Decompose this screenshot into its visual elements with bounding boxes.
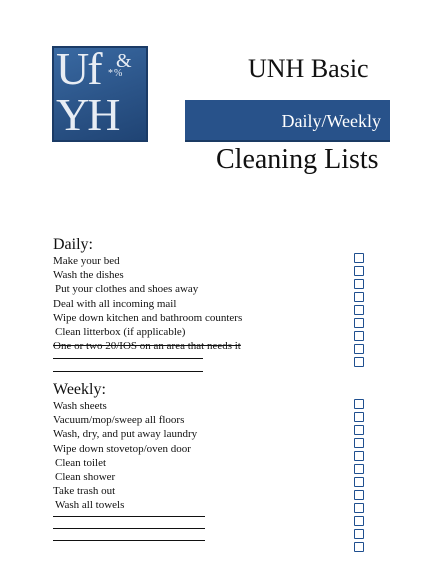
daily-item: Wipe down kitchen and bathroom counters (53, 312, 243, 324)
weekly-item: Clean toilet (55, 457, 107, 469)
weekly-checkbox[interactable] (354, 412, 364, 422)
daily-checkbox[interactable] (354, 305, 364, 315)
weekly-item: Wash, dry, and put away laundry (53, 428, 198, 440)
weekly-item: Clean shower (55, 471, 116, 483)
blank-line (53, 528, 205, 529)
daily-checkbox[interactable] (354, 266, 364, 276)
blank-line (53, 371, 203, 372)
weekly-checkbox[interactable] (354, 477, 364, 487)
banner-text: Daily/Weekly (281, 111, 381, 131)
blank-line (53, 516, 205, 517)
logo-text-top: Uf (56, 43, 101, 94)
weekly-checkbox[interactable] (354, 516, 364, 526)
weekly-checkbox[interactable] (354, 503, 364, 513)
daily-heading: Daily: (53, 236, 93, 253)
weekly-checkbox[interactable] (354, 438, 364, 448)
blank-line (53, 540, 205, 541)
weekly-item: Take trash out (53, 485, 116, 497)
weekly-checkbox[interactable] (354, 399, 364, 409)
daily-checkbox[interactable] (354, 253, 364, 263)
weekly-checkbox[interactable] (354, 451, 364, 461)
daily-item: Make your bed (53, 255, 120, 267)
title-banner (185, 100, 390, 142)
weekly-item: Vacuum/mop/sweep all floors (53, 414, 185, 426)
weekly-item: Wipe down stovetop/oven door (53, 443, 191, 455)
daily-item: One or two 20/IOS on an area that needs it (53, 340, 241, 352)
unh-logo (52, 43, 148, 142)
daily-item: Deal with all incoming mail (53, 298, 177, 310)
daily-item: Wash the dishes (53, 269, 124, 281)
blank-line (53, 358, 203, 359)
weekly-checkbox[interactable] (354, 529, 364, 539)
weekly-item: Wash sheets (53, 400, 107, 412)
logo-text-bottom: YH (56, 89, 119, 140)
logo-stars: *% (108, 68, 124, 79)
weekly-heading: Weekly: (53, 381, 106, 398)
logo-ampersand: & (116, 50, 132, 72)
weekly-checkbox[interactable] (354, 490, 364, 500)
daily-checkbox[interactable] (354, 318, 364, 328)
weekly-checkbox[interactable] (354, 425, 364, 435)
weekly-checkbox[interactable] (354, 464, 364, 474)
daily-checkbox[interactable] (354, 331, 364, 341)
weekly-item: Wash all towels (55, 499, 125, 511)
weekly-checkbox[interactable] (354, 542, 364, 552)
daily-checkbox[interactable] (354, 279, 364, 289)
page-title-line2: Cleaning Lists (216, 144, 379, 175)
daily-checkbox[interactable] (354, 357, 364, 367)
daily-item: Put your clothes and shoes away (55, 283, 199, 295)
page-title-line1: UNH Basic (248, 54, 369, 83)
daily-checkbox[interactable] (354, 292, 364, 302)
daily-checkbox[interactable] (354, 344, 364, 354)
daily-item: Clean litterbox (if applicable) (55, 326, 186, 338)
